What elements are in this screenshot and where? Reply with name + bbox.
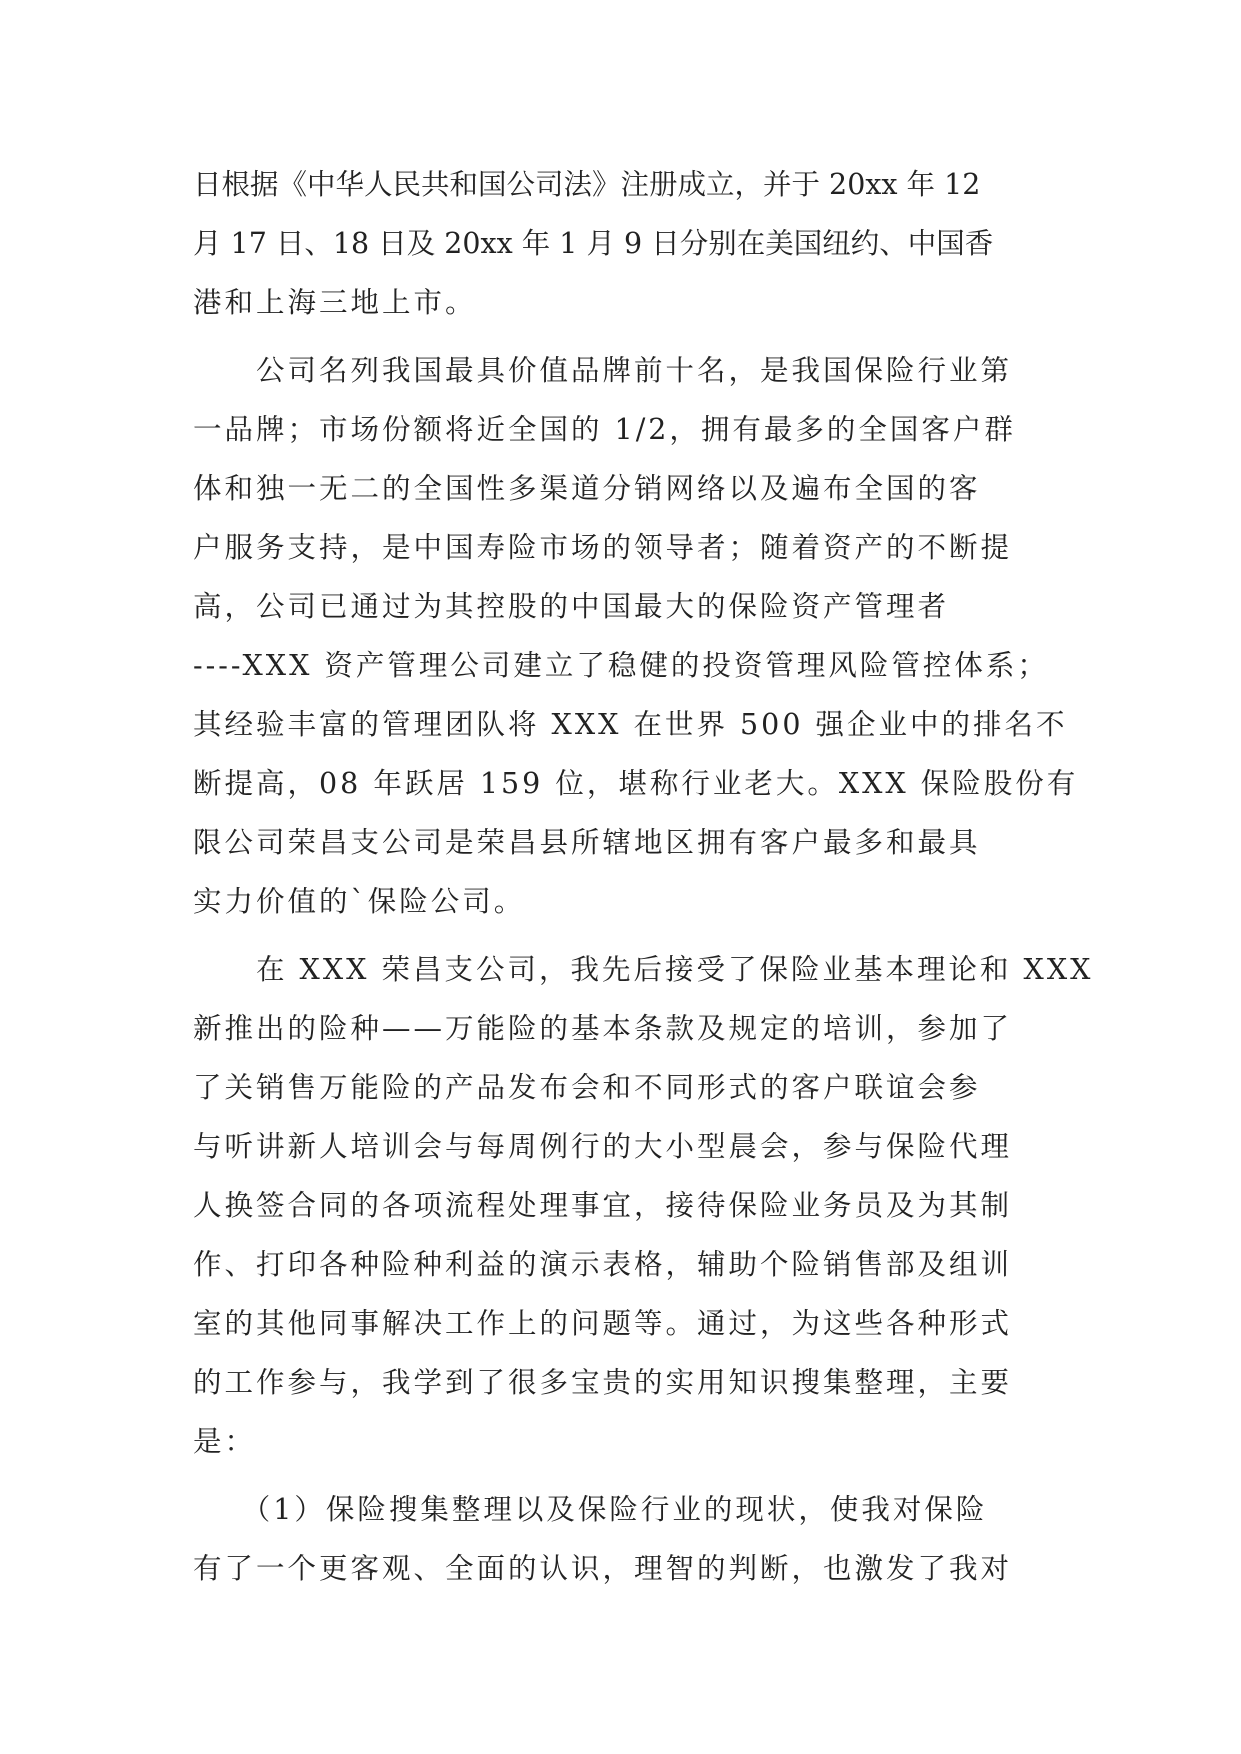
paragraph-gap [193,931,1053,940]
text-line: 了关销售万能险的产品发布会和不同形式的客户联谊会参 [193,1071,981,1104]
text-line: 作、打印各种险种利益的演示表格，辅助个险销售部及组训 [193,1248,1013,1281]
text-line: 人换签合同的各项流程处理事宜，接待保险业务员及为其制 [193,1189,1013,1222]
text-line: 是： [193,1425,257,1458]
text-line: 日根据《中华人民共和国公司法》注册成立，并于 20xx 年 12 [193,168,981,201]
text-line: 体和独一无二的全国性多渠道分销网络以及遍布全国的客 [193,472,981,505]
text-line: （1）保险搜集整理以及保险行业的现状，使我对保险 [193,1493,988,1526]
paragraph-gap [193,1471,1053,1480]
paragraph-gap [193,332,1053,341]
text-line: 与听讲新人培训会与每周例行的大小型晨会，参与保险代理 [193,1130,1013,1163]
text-line: 断提高，08 年跃居 159 位，堪称行业老大。XXX 保险股份有 [193,767,1079,800]
text-line: 公司名列我国最具价值品牌前十名，是我国保险行业第 [193,354,1013,387]
text-line: ----XXX 资产管理公司建立了稳健的投资管理风险管控体系； [193,649,1049,682]
text-line: 在 XXX 荣昌支公司，我先后接受了保险业基本理论和 XXX [193,953,1094,986]
text-line: 一品牌；市场份额将近全国的 1/2，拥有最多的全国客户群 [193,413,1016,446]
text-line: 户服务支持，是中国寿险市场的领导者；随着资产的不断提 [193,531,1013,564]
text-line: 的工作参与，我学到了很多宝贵的实用知识搜集整理，主要 [193,1366,1013,1399]
body-text [193,155,1094,1598]
text-line: 其经验丰富的管理团队将 XXX 在世界 500 强企业中的排名不 [193,708,1068,741]
text-line: 有了一个更客观、全面的认识，理智的判断，也激发了我对 [193,1552,1013,1585]
text-line: 限公司荣昌支公司是荣昌县所辖地区拥有客户最多和最具 [193,826,981,859]
text-line: 高，公司已通过为其控股的中国最大的保险资产管理者 [193,590,950,623]
text-line: 月 17 日、18 日及 20xx 年 1 月 9 日分别在美国纽约、中国香 [193,227,994,260]
text-line: 室的其他同事解决工作上的问题等。通过，为这些各种形式 [193,1307,1013,1340]
text-line: 实力价值的`保险公司。 [193,885,526,918]
text-line: 港和上海三地上市。 [193,286,477,319]
text-line: 新推出的险种——万能险的基本条款及规定的培训，参加了 [193,1012,1013,1045]
